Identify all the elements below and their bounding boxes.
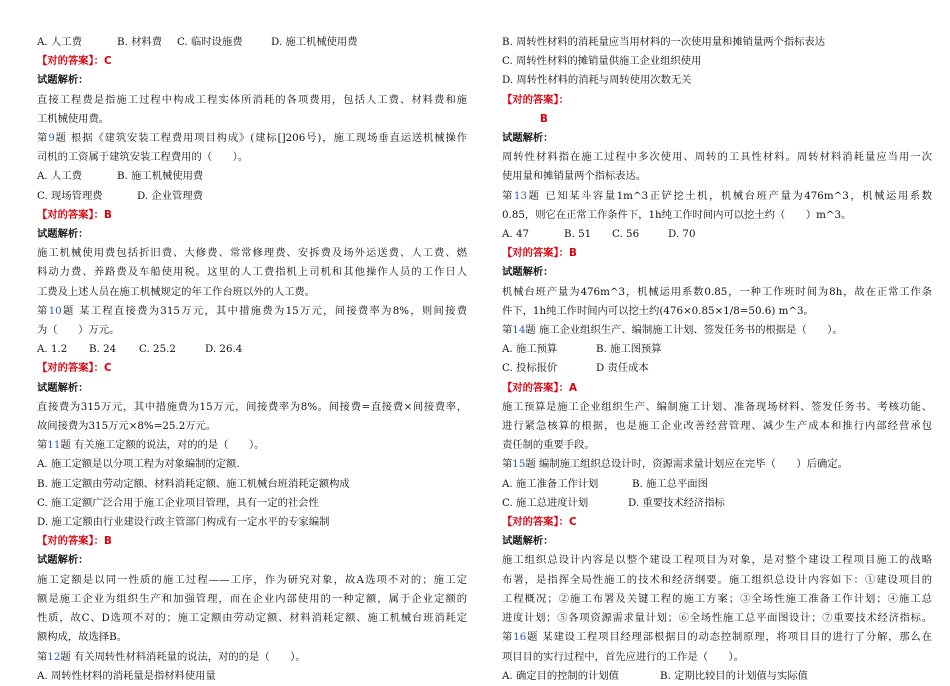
q13-answer — [502, 244, 932, 263]
q10-options — [37, 340, 467, 359]
q9-number: 9 — [48, 132, 55, 145]
q12-explanation-1: 周转性材料指在施工过程中多次使用、周转的工具性材料。周转材料消耗量应当用一次 — [502, 151, 932, 164]
q14-answer — [502, 379, 932, 398]
question-prefix: 第 — [502, 631, 514, 644]
q15-answer — [502, 513, 932, 532]
q10-stem-text: 题 某工程直接费为315万元，其中措施费为15万元，间接费率为8%，则间接费 — [61, 304, 467, 317]
q13-analysis-label: 试题解析： — [502, 266, 554, 279]
q15-stem-text: 题 编制施工组织总设计时，资源需求量计划应在完毕（ ）后确定。 — [525, 458, 848, 471]
answer-label: 【对的答案】： — [37, 55, 104, 68]
q11-explanation-4: 额构成，故选择B。 — [37, 631, 127, 644]
right-column — [502, 33, 932, 686]
q14-option-b: B. 施工图预算 — [596, 343, 662, 356]
q13-stem-1 — [502, 187, 932, 206]
question-prefix: 第 — [37, 650, 48, 663]
q12-analysis-label: 试题解析： — [502, 132, 554, 145]
q11-stem-text: 题 有关施工定额的说法，对的的是（ ）。 — [60, 439, 265, 452]
q11-option-d: D. 施工定额由行业建设行政主管部门构成有一定水平的专家编制 — [37, 516, 330, 529]
q13-stem-2: 0.85，则它在正常工作条件下，1h纯工作时间内可以挖土约（ ）m^3。 — [502, 208, 852, 221]
q11-option-c: C. 施工定额广泛合用于施工企业项目管理，具有一定的社会性 — [37, 496, 319, 509]
q15-option-b: B. 施工总平面图 — [632, 477, 708, 490]
q9-stem-2: 司机的工资属于建筑安装工程费用的（ ）。 — [37, 151, 249, 164]
question-prefix: 第 — [502, 458, 513, 471]
q9-option-a: A. 人工费 — [37, 170, 82, 183]
q14-options-row2 — [502, 359, 932, 378]
q13-option-b: B. 51 — [564, 228, 592, 241]
q13-options — [502, 225, 932, 244]
q11-explanation-3: 性质，故C、D选项不对的；施工定额由劳动定额、材料消耗定额、施工机械台班消耗定 — [37, 612, 467, 625]
q14-explanation-3: 责任制的重要手段。 — [502, 439, 595, 452]
q8-answer — [37, 52, 467, 71]
q14-stem-text: 题 施工企业组织生产、编制施工计划、签发任务书的根据是（ ）。 — [525, 324, 843, 337]
answer-value: B — [568, 247, 577, 260]
question-prefix: 第 — [37, 439, 48, 452]
left-column — [37, 33, 467, 686]
q14-stem — [502, 321, 932, 340]
q9-options-row1 — [37, 167, 467, 186]
q15-number: 15 — [512, 458, 526, 471]
q15-analysis-label: 试题解析： — [502, 535, 554, 548]
q15-stem — [502, 455, 932, 474]
q10-stem-1 — [37, 302, 467, 321]
q8-explanation-2: 工机械使用费。 — [37, 112, 110, 125]
q8-explanation-1: 直接工程费是指施工过程中构成工程实体所消耗的各项费用，包括人工费、材料费和施 — [37, 93, 467, 106]
answer-value: C — [103, 55, 112, 68]
q8-option-d: D. 施工机械使用费 — [271, 36, 358, 48]
q11-stem — [37, 436, 467, 455]
q10-option-d: D. 26.4 — [205, 343, 243, 356]
q15-explanation-1: 施工组织总设计内容是以整个建设工程项目为对象，是对整个建设工程项目施工的战略 — [502, 554, 932, 567]
q12-stem — [37, 648, 467, 667]
q12-option-d: D. 周转性材料的消耗与周转使用次数无关 — [502, 74, 692, 87]
question-prefix: 第 — [37, 304, 49, 317]
q13-stem-text: 题 已知某斗容量1m^3正铲挖土机，机械台班产量为476m^3，机械运用系数 — [527, 189, 932, 202]
answer-value: C — [568, 516, 577, 529]
q8-options — [37, 33, 467, 52]
answer-label: 【对的答案】： — [502, 381, 569, 394]
answer-label: 【对的答案】： — [37, 362, 104, 375]
q11-answer — [37, 532, 467, 551]
answer-label: 【对的答案】： — [502, 247, 569, 260]
q15-options-row1 — [502, 475, 932, 494]
q10-option-b: B. 24 — [89, 343, 117, 356]
q15-option-d: D. 重要技术经济指标 — [628, 496, 725, 509]
q14-options-row1 — [502, 340, 932, 359]
q9-options-row2 — [37, 187, 467, 206]
q16-option-b: B. 定期比较目的计划值与实际值 — [660, 669, 808, 682]
q14-option-c: C. 投标报价 — [502, 362, 558, 375]
q13-option-a: A. 47 — [502, 228, 530, 241]
answer-label: 【对的答案】： — [502, 516, 569, 529]
q16-stem-1 — [502, 628, 932, 647]
q13-option-c: C. 56 — [612, 228, 640, 241]
answer-label: 【对的答案】： — [37, 208, 104, 221]
q12-answer-label: 【对的答案】： — [502, 93, 569, 106]
q14-explanation-1: 施工预算是施工企业组织生产、编制施工计划、准备现场材料、签发任务书、考核功能、 — [502, 400, 932, 413]
answer-value: A — [568, 381, 577, 394]
q10-option-c: C. 25.2 — [139, 343, 176, 356]
q15-explanation-4: 进度计划；⑤各项资源需求量计划；⑥全场性施工总平面图设计；⑦重要技术经济指标。 — [502, 612, 932, 625]
q9-stem-1 — [37, 129, 467, 148]
q10-explanation-1: 直接费为315万元，其中措施费为15万元，间接费率为8%。间接费=直接费×间接费率， — [37, 400, 467, 413]
q15-option-c: C. 施工总进度计划 — [502, 496, 589, 509]
q10-answer — [37, 359, 467, 378]
q13-number: 13 — [513, 189, 527, 202]
q9-option-c: C. 现场管理费 — [37, 189, 103, 202]
q15-explanation-2: 布署，是指挥全局性施工的技术和经济纲要。施工组织总设计内容如下：①建设项目的 — [502, 573, 932, 586]
answer-value: B — [103, 535, 112, 548]
q16-options — [502, 667, 932, 686]
answer-value: B — [103, 208, 112, 221]
answer-label: 【对的答案】： — [37, 535, 104, 548]
q16-stem-text: 题 某建设工程项目经理部根据目的动态控制原理，将项目目的进行了分解，那么在 — [526, 631, 932, 644]
q13-explanation-1: 机械台班产量为476m^3，机械运用系数0.85，一种工作班时间为8h，故在正常工作条 — [502, 285, 932, 298]
q12-stem-text: 题 有关周转性材料消耗量的说法，对的的是（ ）。 — [60, 650, 306, 663]
q12-option-a: A. 周转性材料的消耗量是指材料使用量 — [37, 669, 216, 682]
q10-option-a: A. 1.2 — [37, 343, 68, 356]
q9-explanation-1: 施工机械使用费包括折旧费、大修费、常常修理费、安拆费及场外运送费、人工费、燃 — [37, 247, 467, 260]
question-prefix: 第 — [502, 189, 514, 202]
q16-number: 16 — [513, 631, 527, 644]
q9-option-b: B. 施工机械使用费 — [117, 170, 204, 183]
q14-number: 14 — [512, 324, 526, 337]
question-prefix: 第 — [502, 324, 513, 337]
q16-stem-2: 项目目的实行过程中，首先应进行的工作是（ ）。 — [502, 650, 744, 663]
q11-option-a: A. 施工定额是以分项工程为对象编制的定额. — [37, 458, 240, 471]
q11-number: 11 — [47, 439, 61, 452]
q9-analysis-label: 试题解析： — [37, 228, 89, 241]
q16-option-a: A. 确定目的控制的计划值 — [502, 669, 619, 682]
q13-explanation-2: 件下，1h纯工作时间内可以挖土约(476×0.85×1/8=50.6) m^3。 — [502, 304, 814, 317]
q10-explanation-2: 故间接费为315万元×8%=25.2万元。 — [37, 420, 217, 433]
q9-stem-text: 题 根据《建筑安装工程费用项目构成》(建标[]206号)，施工现场垂直运送机械操作 — [54, 132, 467, 145]
q11-analysis-label: 试题解析： — [37, 554, 89, 567]
q8-analysis-label: 试题解析： — [37, 74, 89, 87]
q8-option-a: A. 人工费 — [37, 36, 82, 48]
q9-answer — [37, 206, 467, 225]
q9-explanation-2: 料动力费、养路费及车船使用税。这里的人工费指机上司机和其他操作人员的工作日人 — [37, 266, 467, 279]
q12-explanation-2: 使用量和摊销量两个指标表达。 — [502, 170, 647, 183]
q10-number: 10 — [48, 304, 62, 317]
q9-explanation-3: 工费及上述人员在施工机械规定的年工作台班以外的人工费。 — [37, 285, 316, 298]
q12-answer-value: B — [540, 112, 548, 125]
q8-option-c: C. 临时设施费 — [177, 36, 243, 48]
q10-analysis-label: 试题解析： — [37, 381, 89, 394]
q9-option-d: D. 企业管理费 — [137, 189, 203, 202]
q12-option-b: B. 周转性材料的消耗量应当用材料的一次使用量和摊销量两个指标表达 — [502, 36, 826, 48]
answer-value: C — [103, 362, 112, 375]
q14-option-d: D 责任成本 — [596, 362, 649, 375]
q10-stem-2: 为（ ）万元。 — [37, 324, 120, 337]
q15-options-row2 — [502, 494, 932, 513]
q11-explanation-2: 额是施工企业为组织生产和加强管理，而在企业内部使用的一种定额，属于企业定额的 — [37, 592, 467, 605]
q8-option-b: B. 材料费 — [117, 36, 163, 48]
q14-option-a: A. 施工预算 — [502, 343, 558, 356]
q13-option-d: D. 70 — [668, 228, 696, 241]
q15-explanation-3: 工程概况；②施工布署及关键工程的施工方案；③全场性施工准备工作计划；④施工总 — [502, 592, 932, 605]
q11-explanation-1: 施工定额是以同一性质的施工过程——工序，作为研究对象，故A选项不对的；施工定 — [37, 573, 467, 586]
q11-option-b: B. 施工定额由劳动定额、材料消耗定额、施工机械台班消耗定额构成 — [37, 477, 350, 490]
q12-option-c: C. 周转性材料的摊销量供施工企业组织使用 — [502, 55, 702, 68]
q15-option-a: A. 施工准备工作计划 — [502, 477, 599, 490]
q14-explanation-2: 进行紧急核算的根据，也是施工企业改善经营管理、减少生产成本和推行内部经营承包 — [502, 420, 932, 433]
question-prefix: 第 — [37, 132, 49, 145]
q12-number: 12 — [47, 650, 61, 663]
